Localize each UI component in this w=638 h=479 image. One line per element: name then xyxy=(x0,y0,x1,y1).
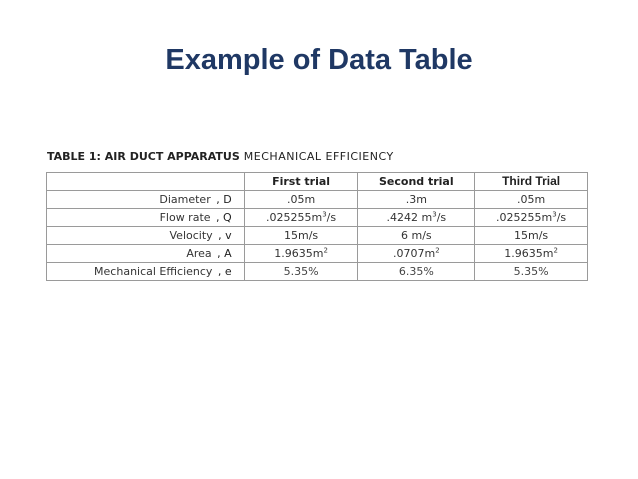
table-cell xyxy=(358,227,475,245)
cell-exponent: 2 xyxy=(553,246,558,255)
cell-exponent: 2 xyxy=(435,246,440,255)
row-symbol: , e xyxy=(217,265,232,278)
cell-unit: /s xyxy=(556,211,567,224)
header-cell-empty xyxy=(47,173,245,191)
table-cell xyxy=(244,191,358,209)
row-label-text: Mechanical Efficiency xyxy=(94,265,213,278)
slide-title: Example of Data Table xyxy=(165,44,473,76)
row-symbol: , D xyxy=(216,193,232,206)
row-symbol: , A xyxy=(217,247,232,260)
row-label xyxy=(47,245,245,263)
cell-exponent: 2 xyxy=(323,246,328,255)
table-caption-main: TABLE 1: AIR DUCT APPARATUS xyxy=(47,150,240,163)
cell-value: .4242 m xyxy=(386,211,433,224)
row-label-text: Area xyxy=(186,247,212,260)
row-label xyxy=(47,191,245,209)
cell-value: 1.9635m xyxy=(504,247,554,260)
cell-exponent: 3 xyxy=(552,210,557,219)
table-row xyxy=(47,191,588,209)
cell-value: 6.35% xyxy=(398,265,434,278)
cell-exponent: 3 xyxy=(322,210,327,219)
row-label-text: Flow rate xyxy=(159,211,211,224)
cell-value: .3m xyxy=(405,193,427,206)
table-row xyxy=(47,245,588,263)
cell-unit: /s xyxy=(436,211,447,224)
cell-value: .0707m xyxy=(392,247,436,260)
table-cell xyxy=(358,191,475,209)
table-cell xyxy=(244,245,358,263)
header-cell-second-trial: Second trial xyxy=(358,173,475,191)
row-label xyxy=(47,263,245,281)
table-cell xyxy=(358,263,475,281)
table-cell xyxy=(244,227,358,245)
cell-value: 15m/s xyxy=(283,229,319,242)
cell-exponent: 3 xyxy=(432,210,437,219)
table-cell xyxy=(244,209,358,227)
table-row xyxy=(47,227,588,245)
table-cell xyxy=(475,227,588,245)
cell-value: .05m xyxy=(286,193,316,206)
table-header-row xyxy=(47,173,588,191)
cell-value: 1.9635m xyxy=(274,247,324,260)
table-row xyxy=(47,209,588,227)
table-row xyxy=(47,263,588,281)
row-symbol: , v xyxy=(218,229,232,242)
cell-value: .025255m xyxy=(496,211,553,224)
table-cell xyxy=(475,209,588,227)
cell-unit: /s xyxy=(326,211,337,224)
table-caption-suffix: MECHANICAL EFFICIENCY xyxy=(243,150,394,163)
data-table xyxy=(46,172,588,281)
table-cell xyxy=(244,263,358,281)
header-cell-third-trial: Third Trial xyxy=(475,173,588,191)
cell-value: .05m xyxy=(516,193,546,206)
cell-value: 6 m/s xyxy=(400,229,432,242)
table-cell xyxy=(358,209,475,227)
row-label-text: Velocity xyxy=(169,229,213,242)
cell-value: 15m/s xyxy=(514,229,549,242)
table-caption xyxy=(47,150,394,163)
row-label xyxy=(47,227,245,245)
table-cell xyxy=(358,245,475,263)
table-cell xyxy=(475,191,588,209)
row-label-text: Diameter xyxy=(159,193,211,206)
row-symbol: , Q xyxy=(216,211,232,224)
cell-value: .025255m xyxy=(266,211,323,224)
table-cell xyxy=(475,263,588,281)
row-label xyxy=(47,209,245,227)
cell-value: 5.35% xyxy=(283,265,319,278)
header-cell-first-trial: First trial xyxy=(244,173,358,191)
table-cell xyxy=(475,245,588,263)
cell-value: 5.35% xyxy=(513,265,549,278)
